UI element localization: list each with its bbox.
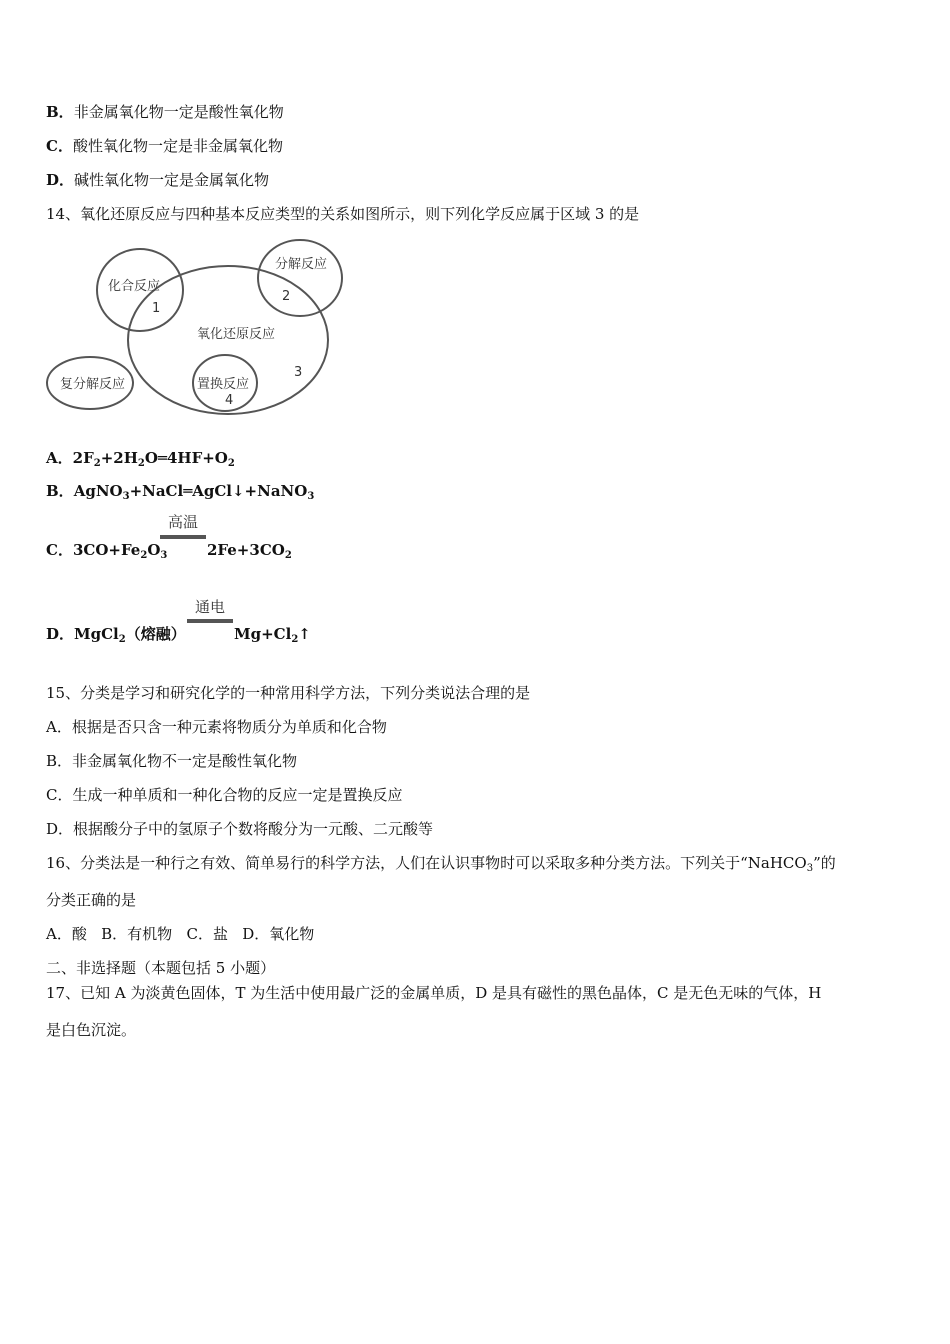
decomposition-circle (258, 240, 342, 316)
q15-option-d: D．根据酸分子中的氢原子个数将酸分为一元酸、二元酸等 (46, 820, 434, 838)
q17-line1: 17、已知 A 为淡黄色固体，T 为生活中使用最广泛的金属单质，D 是具有磁性的黑色晶体，C 是无色无味的气体，H (46, 984, 822, 1002)
q14-option-c: C．$3CO+Fe_2O_3$ (46, 541, 168, 561)
q15-option-c: C．生成一种单质和一种化合物的反应一定是置换反应 (46, 786, 403, 804)
q13-option-c: C．酸性氧化物一定是非金属氧化物 (46, 137, 283, 155)
label-combination: 化合反应 (108, 279, 161, 294)
condition-high-temp: 高温 (167, 513, 198, 531)
q16-options: A．酸 B．有机物 C．盐 D．氧化物 (46, 925, 315, 943)
q14-option-d-products: $Mg+Cl_2↑$ (234, 625, 311, 645)
q16-stem: 16、分类法是一种行之有效、简单易行的科学方法，人们在认识事物时可以采取多种分类方法。下列关于“NaHCO$_3$”的 (46, 854, 836, 874)
label-double-displacement: 复分解反应 (60, 377, 126, 392)
q14-stem: 14、氧化还原反应与四种基本反应类型的关系如图所示，则下列化学反应属于区域 3 的是 (46, 205, 640, 223)
q14-option-d: D．MgCl$_2$（熔融） (46, 625, 186, 645)
region-2: 2 (282, 289, 291, 304)
equation-bar (187, 619, 233, 623)
condition-electrolysis: 通电 (194, 598, 225, 616)
q15-stem: 15、分类是学习和研究化学的一种常用科学方法，下列分类说法合理的是 (46, 684, 531, 702)
q14-option-a: A．$2F_2+2H_2O═4HF+O_2$ (46, 449, 235, 469)
q17-line2: 是白色沉淀。 (46, 1021, 137, 1039)
q14-option-b: B．AgNO$_3$+NaCl═AgCl↓+NaNO$_3$ (46, 482, 315, 502)
label-displacement: 置换反应 (197, 377, 250, 392)
redox-venn-diagram (0, 0, 360, 430)
region-3: 3 (294, 365, 303, 380)
label-redox: 氧化还原反应 (197, 327, 276, 342)
region-1: 1 (152, 301, 161, 316)
q13-option-b: B．非金属氧化物一定是酸性氧化物 (46, 103, 284, 121)
label-decomposition: 分解反应 (275, 257, 328, 272)
q16-stem-cont: 分类正确的是 (46, 891, 137, 909)
section-heading: 二、非选择题（本题包括 5 小题） (46, 959, 276, 977)
q14-option-c-products: $2Fe+3CO_2$ (207, 541, 292, 561)
q15-option-a: A．根据是否只含一种元素将物质分为单质和化合物 (46, 718, 387, 736)
q13-option-d: D．碱性氧化物一定是金属氧化物 (46, 171, 270, 189)
equation-bar (160, 535, 206, 539)
region-4: 4 (225, 393, 234, 408)
q15-option-b: B．非金属氧化物不一定是酸性氧化物 (46, 752, 298, 770)
